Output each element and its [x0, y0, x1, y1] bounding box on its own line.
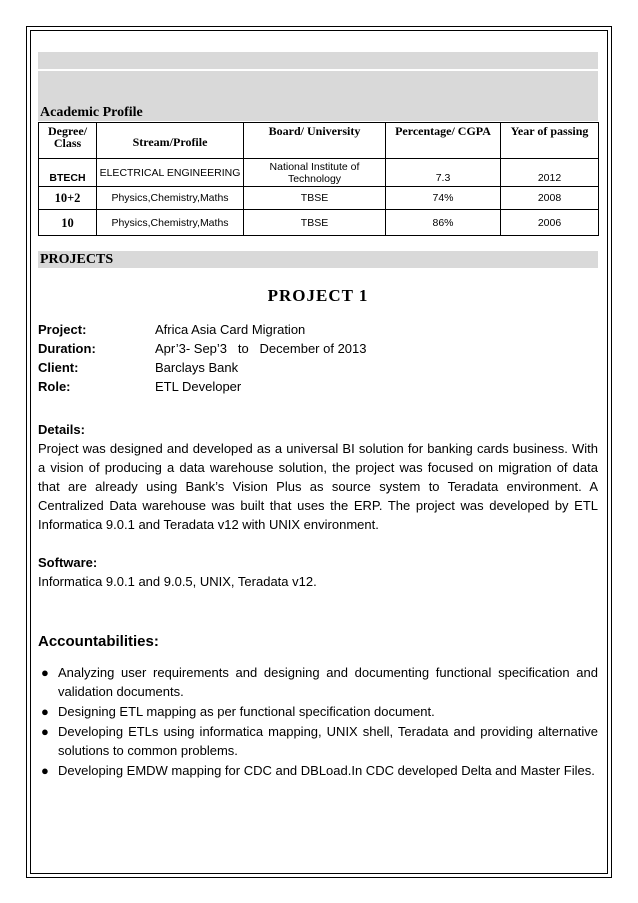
resume-content — [38, 52, 598, 781]
field-value: Africa Asia Card Migration — [155, 322, 306, 337]
cell-stream: ELECTRICAL ENGINEERING — [97, 159, 244, 187]
header-board: Board/ University — [244, 123, 386, 159]
project-fields — [38, 320, 598, 396]
academic-profile-heading: Academic Profile — [38, 104, 598, 121]
bullet-icon: ● — [41, 665, 49, 680]
list-item: ● Developing ETLs using informatica mapping, UNIX shell, Teradata and providing alternative solutions to common problems. — [41, 724, 598, 758]
bullet-icon: ● — [41, 704, 49, 719]
cell-board: National Institute of Technology — [244, 159, 386, 187]
header-year: Year of passing — [501, 123, 599, 159]
software-label: Software: — [38, 555, 98, 570]
list-item: ● Designing ETL mapping as per functional specification document. — [41, 704, 435, 719]
cell-percentage: 86% — [386, 210, 501, 236]
field-value: ETL Developer — [155, 379, 242, 394]
details-label: Details: — [38, 422, 85, 437]
field-role — [38, 377, 598, 396]
cell-stream: Physics,Chemistry,Maths — [97, 187, 244, 210]
table-row — [39, 210, 599, 236]
cell-board: TBSE — [244, 210, 386, 236]
list-item: ● Developing EMDW mapping for CDC and DBLoad.In CDC developed Delta and Master Files. — [41, 763, 595, 778]
field-duration — [38, 339, 598, 358]
cell-year: 2008 — [501, 187, 599, 210]
field-label: Role: — [38, 379, 71, 394]
table-row — [39, 187, 599, 210]
project-title: PROJECT 1 — [267, 286, 369, 305]
field-label: Project: — [38, 322, 87, 337]
cell-board: TBSE — [244, 187, 386, 210]
header-stream: Stream/Profile — [97, 123, 244, 159]
field-project — [38, 320, 598, 339]
cell-year: 2012 — [501, 159, 599, 187]
software-text: Informatica 9.0.1 and 9.0.5, UNIX, Teradata v12. — [38, 574, 317, 589]
cell-percentage: 74% — [386, 187, 501, 210]
projects-heading: PROJECTS — [38, 251, 598, 268]
bullet-icon: ● — [41, 763, 49, 778]
cell-year: 2006 — [501, 210, 599, 236]
academic-table — [38, 122, 599, 236]
cell-degree: 10 — [39, 210, 97, 236]
gray-band-top — [38, 52, 598, 69]
field-label: Duration: — [38, 341, 96, 356]
cell-percentage: 7.3 — [386, 159, 501, 187]
accountabilities-heading: Accountabilities: — [38, 633, 159, 650]
gray-band-middle — [38, 71, 598, 104]
header-degree: Degree/ Class — [39, 123, 97, 159]
cell-degree: BTECH — [39, 159, 97, 187]
details-text: Project was designed and developed as a universal BI solution for banking cards business. With a vision of producing a data warehouse solution, the project was focused on migration of data that are already using Bank’s Vision Plus as source system to Teradata environment. A Centralized Data warehouse was built that uses the ERP. The project was developed by ETL Informatica 9.0.1 and Teradata v12 with UNIX environment. — [38, 441, 598, 532]
header-percentage: Percentage/ CGPA — [386, 123, 501, 159]
table-row — [39, 159, 599, 187]
table-header-row — [39, 123, 599, 159]
field-value: Barclays Bank — [155, 360, 239, 375]
list-item: ● Analyzing user requirements and designing and documenting functional specification and validation documents. — [41, 665, 598, 699]
cell-stream: Physics,Chemistry,Maths — [97, 210, 244, 236]
accountabilities-list — [38, 663, 598, 780]
bullet-icon: ● — [41, 724, 49, 739]
cell-degree: 10+2 — [39, 187, 97, 210]
field-client — [38, 358, 598, 377]
field-value: Apr’3- Sep’3 to December of 2013 — [155, 341, 367, 356]
field-label: Client: — [38, 360, 79, 375]
